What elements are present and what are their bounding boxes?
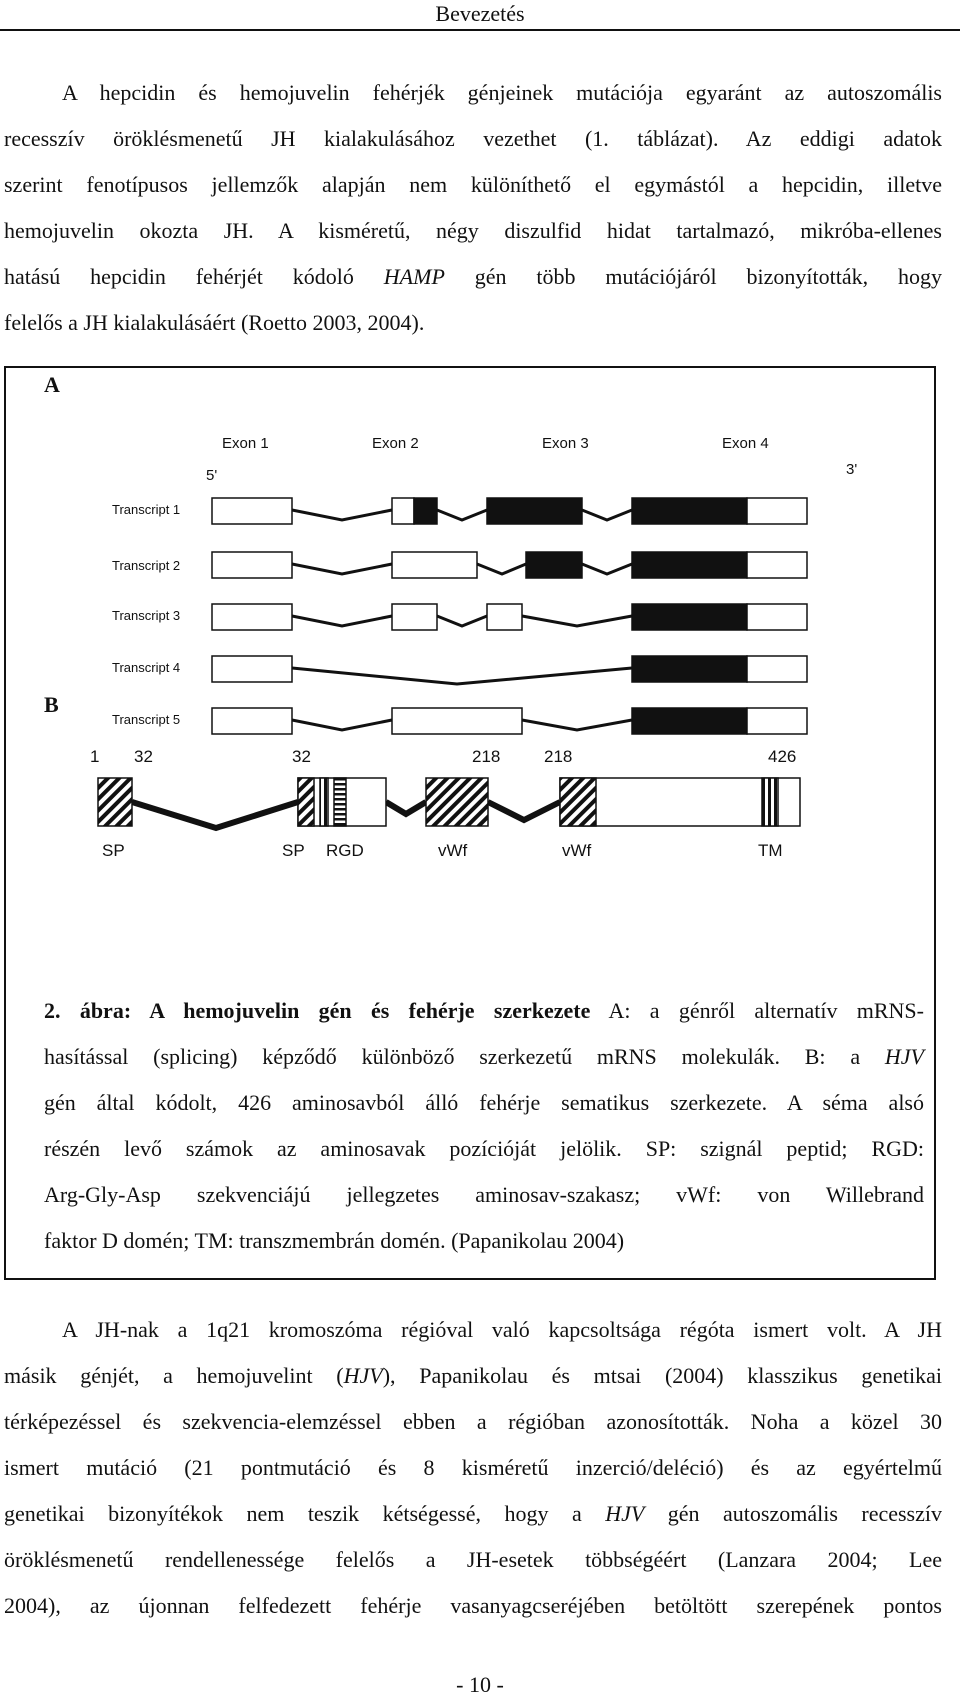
caption-line-5: Arg-Gly-Asp szekvenciájú jellegzetes aminosav-szakasz; vWf: von Willebrand <box>44 1182 924 1207</box>
exon-box <box>212 604 292 630</box>
exon-box <box>392 708 522 734</box>
rgd-stripe <box>320 778 328 826</box>
p2-line-5 <box>4 1491 942 1537</box>
figure-box <box>4 366 936 1280</box>
transcript-label-2: Transcript 2 <box>112 558 181 573</box>
gene-hjv-caption: HJV <box>884 1044 924 1069</box>
sp-domain-1 <box>98 778 132 826</box>
domain-label-sp1: SP <box>102 841 125 860</box>
sp-domain-2 <box>298 778 314 826</box>
five-prime-label: 5' <box>206 467 218 484</box>
exon-label-1: Exon 1 <box>222 435 269 452</box>
intron-3-3 <box>522 616 632 626</box>
p2-line-3: térképezéssel és szekvencia-elemzéssel ebben a régióban azonosították. Noha a közel 30 <box>4 1409 942 1434</box>
exon-box <box>392 498 414 524</box>
exon-box <box>212 552 292 578</box>
p1-line-2: recesszív öröklésmenetű JH kialakulásához vezethet (1. táblázat). Az eddigi adatok <box>4 126 942 151</box>
p2-line-1: A JH-nak a 1q21 kromoszóma régióval való kapcsoltsága régóta ismert volt. A JH <box>62 1317 942 1342</box>
rgd-motif <box>334 778 346 826</box>
intron-5-1 <box>292 720 392 730</box>
pos-label-5: 218 <box>544 747 573 766</box>
p2-line-5c: gén autoszomális recesszív <box>644 1501 942 1526</box>
p1-line-1: A hepcidin és hemojuvelin fehérjék génjeinek mutációja egyaránt az autoszomális <box>62 80 942 105</box>
domain-label-vwf1: vWf <box>438 841 468 860</box>
panel-b-label: B <box>44 692 59 717</box>
exon-box <box>747 708 807 734</box>
gene-hjv-2: HJV <box>605 1501 645 1526</box>
gene-hamp: HAMP <box>383 264 445 289</box>
intron-2-2 <box>477 564 526 574</box>
exon-box <box>747 656 807 682</box>
p2-line-6: öröklésmenetű rendellenessége felelős a JH-esetek többségéért (Lanzara 2004; Lee <box>4 1547 942 1572</box>
intron-2-1 <box>292 564 392 574</box>
domain-label-vwf2: vWf <box>562 841 592 860</box>
exon-label-4: Exon 4 <box>722 435 769 452</box>
panel-a-label: A <box>44 372 60 397</box>
tm-domain <box>762 778 778 826</box>
exon-box <box>747 498 807 524</box>
exon-box <box>632 708 747 734</box>
p2-line-2a: másik génjét, a hemojuvelint ( <box>4 1363 344 1388</box>
p2-line-2c: ), Papanikolau és mtsai (2004) klasszikus genetikai <box>382 1363 942 1388</box>
vwf-domain-1 <box>426 778 488 826</box>
p1-line-6: felelős a JH kialakulásáért (Roetto 2003, 2004). <box>4 310 425 335</box>
exon-box <box>414 498 437 524</box>
protein-linker-3 <box>488 802 560 820</box>
exon-box <box>632 552 747 578</box>
domain-label-tm: TM <box>758 841 783 860</box>
gene-hjv-1: HJV <box>343 1363 383 1388</box>
caption-label: 2. ábra: A hemojuvelin gén és fehérje szerkezete <box>44 998 591 1023</box>
intron-1-1 <box>292 510 392 520</box>
caption-line-2-text: hasítással (splicing) képződő különböző szerkezetű mRNS molekulák. B: a <box>44 1044 885 1069</box>
caption-line-3: gén által kódolt, 426 aminosavból álló fehérje sematikus szerkezete. A séma alsó <box>44 1090 924 1115</box>
domain-label-rgd: RGD <box>326 841 364 860</box>
running-header: Bevezetés <box>435 1 525 26</box>
exon-box <box>212 656 292 682</box>
exon-label-3: Exon 3 <box>542 435 589 452</box>
p1-line-3: szerint fenotípusos jellemzők alapján nem különíthető el egymástól a hepcidin, illetve <box>4 172 942 197</box>
transcript-diagram <box>102 428 922 768</box>
p1-line-5 <box>4 254 942 300</box>
exon-box <box>632 656 747 682</box>
three-prime-label: 3' <box>846 461 858 478</box>
exon-box <box>747 604 807 630</box>
exon-box <box>526 552 582 578</box>
figure-caption <box>44 988 924 1264</box>
page-number: - 10 - <box>456 1672 504 1697</box>
transcript-label-4: Transcript 4 <box>112 660 181 675</box>
pos-label-2: 32 <box>134 747 153 766</box>
p2-line-2 <box>4 1353 942 1399</box>
exon-box <box>392 552 477 578</box>
exon-box <box>487 604 522 630</box>
intron-3-1 <box>292 616 392 626</box>
caption-line-4: részén levő számok az aminosavak pozícióját jelölik. SP: szignál peptid; RGD: <box>44 1136 924 1161</box>
p1-line-4: hemojuvelin okozta JH. A kisméretű, négy diszulfid hidat tartalmazó, mikróba-ellenes <box>4 218 942 243</box>
exon-label-2: Exon 2 <box>372 435 419 452</box>
transcript-label-3: Transcript 3 <box>112 608 181 623</box>
caption-line-1-rest: A: a génről alternatív mRNS- <box>590 998 924 1023</box>
header-rule <box>0 29 960 31</box>
exon-box <box>747 552 807 578</box>
exon-box <box>632 604 747 630</box>
intron-1-2 <box>437 510 487 520</box>
vwf-domain-2 <box>560 778 596 826</box>
caption-line-6: faktor D domén; TM: transzmembrán domén. (Papanikolau 2004) <box>44 1228 625 1253</box>
transcript-label-1: Transcript 1 <box>112 502 181 517</box>
pos-label-3: 32 <box>292 747 311 766</box>
p1-line-5b: gén több mutációjáról bizonyították, hogy <box>444 264 942 289</box>
exon-box <box>212 498 292 524</box>
exon-box <box>632 498 747 524</box>
intron-3-2 <box>437 616 487 626</box>
intron-1-3 <box>582 510 632 520</box>
pos-label-4: 218 <box>472 747 501 766</box>
transcript-label-5: Transcript 5 <box>112 712 181 727</box>
pos-label-6: 426 <box>768 747 797 766</box>
exon-box <box>212 708 292 734</box>
intron-4-1 <box>292 668 632 684</box>
protein-linker-2 <box>386 802 426 814</box>
protein-diagram <box>66 738 896 878</box>
protein-linker-1 <box>132 802 298 828</box>
caption-line-1 <box>44 988 924 1034</box>
intron-2-3 <box>582 564 632 574</box>
p2-line-7: 2004), az újonnan felfedezett fehérje vasanyagcseréjében betöltött szerepének pontos <box>4 1593 942 1618</box>
caption-line-2 <box>44 1034 924 1080</box>
intron-5-2 <box>522 720 632 730</box>
pos-label-1: 1 <box>90 747 100 766</box>
p1-line-5a: hatású hepcidin fehérjét kódoló <box>4 264 384 289</box>
paragraph-1 <box>4 70 942 346</box>
paragraph-2 <box>4 1307 942 1629</box>
p2-line-4: ismert mutáció (21 pontmutáció és 8 kisméretű inzerció/deléció) és az egyértelmű <box>4 1455 942 1480</box>
domain-label-sp2: SP <box>282 841 305 860</box>
exon-box <box>487 498 582 524</box>
exon-box <box>392 604 437 630</box>
p2-line-5a: genetikai bizonyítékok nem teszik kétségessé, hogy a <box>4 1501 606 1526</box>
